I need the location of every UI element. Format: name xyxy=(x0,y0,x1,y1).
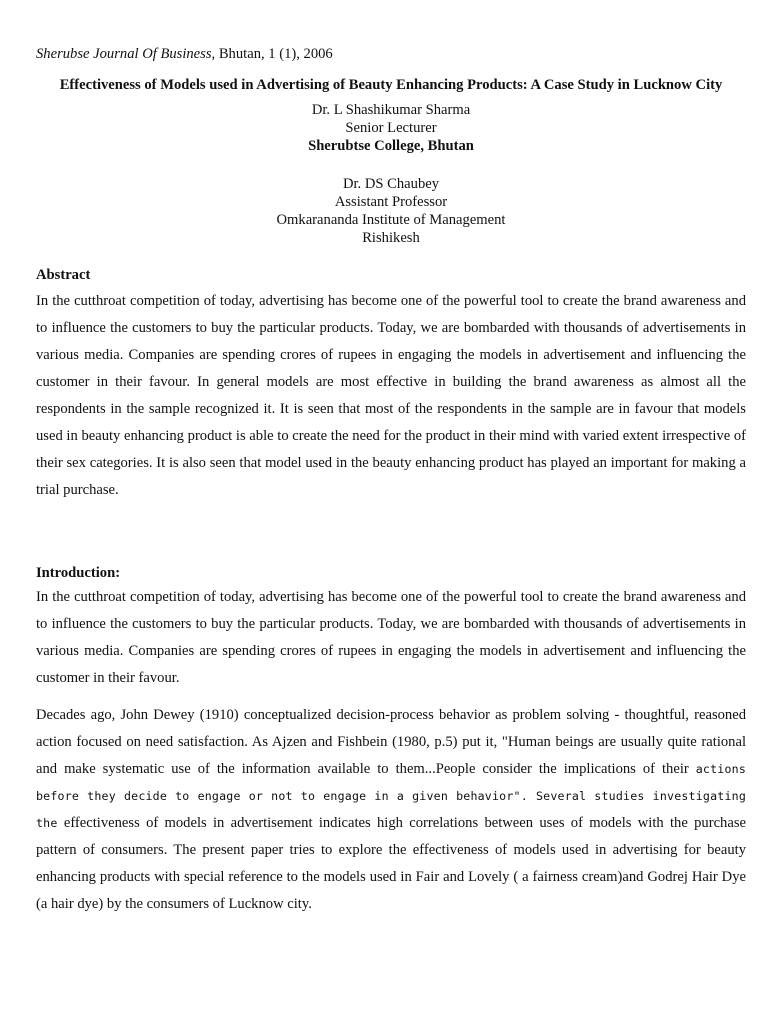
author-name: Dr. L Shashikumar Sharma xyxy=(311,102,471,118)
paragraph-2-quote-line: actions before they decide to engage or not to engage in a given behavior". Several studies investigating the xyxy=(36,762,746,831)
introduction-heading: Introduction: xyxy=(36,565,121,582)
author-affiliation: Omkarananda Institute of Management xyxy=(276,212,506,229)
author-position: Assistant Professor xyxy=(334,193,448,210)
journal-details: , Bhutan, 1 (1), 2006 xyxy=(211,46,333,62)
paper-title: Effectiveness of Models used in Advertising of Beauty Enhancing Products: A Case Study in Lucknow City xyxy=(59,77,723,93)
paragraph-2-end: effectiveness of models in advertisement indicates high correlations between uses of models with the purchase pattern of consumers. The present paper tries to explore the effectiveness of models used in advertising for beauty enhancing products with special reference to the models used in Fair and Lovely ( a fairness cream)and Godrej Hair Dye (a hair dye) by the consumers of Lucknow city. xyxy=(36,815,746,913)
abstract-heading: Abstract xyxy=(36,267,91,284)
journal-citation xyxy=(36,44,746,64)
introduction-paragraph-2 xyxy=(36,702,746,918)
author-block-1 xyxy=(36,101,746,156)
author-position: Senior Lecturer xyxy=(345,120,437,137)
journal-name: Sherubse Journal Of Business xyxy=(36,46,212,62)
introduction-paragraph-1: In the cutthroat competition of today, advertising has become one of the powerful tool to create the brand awareness and to influence the customers to buy the particular products. Today, we are bombarded with thousands of advertisements in various media. Companies are spending crores of rupees in engaging the models in advertisement and influencing the customer in their favour. xyxy=(36,589,746,687)
author-location: Rishikesh xyxy=(362,230,420,247)
author-block-2 xyxy=(36,175,746,248)
author-name: Dr. DS Chaubey xyxy=(342,175,440,192)
abstract-text: In the cutthroat competition of today, advertising has become one of the powerful tool to create the brand awareness and to influence the customers to buy the particular products. Today, we are bombarded with thousands of advertisements in various media. Companies are spending crores of rupees in engaging the models in advertisement and influencing the customer in their favour. In general models are most effective in building the brand awareness as almost all the respondents in the sample recognized it. It is seen that most of the respondents in the sample are in favour that models used in beauty enhancing product is able to create the need for the product in their mind with varied extent irrespective of their sex categories. It is also seen that model used in the beauty enhancing product has played an important for making a trial purchase. xyxy=(36,293,746,499)
author-affiliation: Sherubtse College, Bhutan xyxy=(308,138,474,155)
paragraph-2-start: Decades ago, John Dewey (1910) conceptualized decision-process behavior as problem solving - thoughtful, reasoned action focused on need satisfaction. As Ajzen and Fishbein (1980, p.5) put it, "Human beings are usually quite rational and make systematic use of the information available to them...People consider the implications of their xyxy=(36,707,746,778)
